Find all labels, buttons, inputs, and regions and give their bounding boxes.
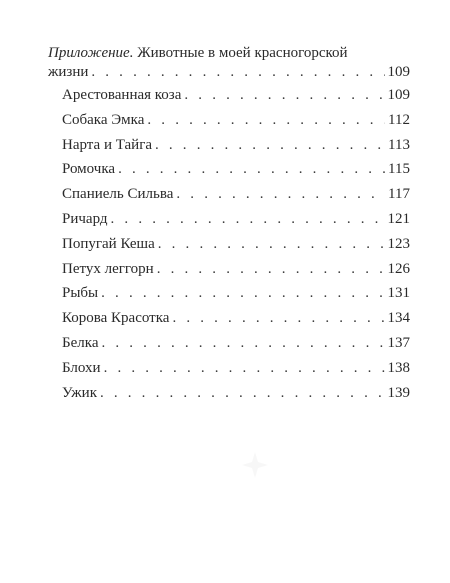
toc-entry-page: 123 [387, 235, 410, 252]
toc-entry [48, 86, 410, 105]
dot-leader [176, 185, 385, 204]
paper-texture-mark [240, 450, 270, 480]
toc-entry [48, 359, 410, 378]
toc-entry-title: Петух леггорн [62, 260, 154, 277]
toc-entry [48, 185, 410, 204]
dot-leader [158, 235, 385, 254]
toc-entry [48, 284, 410, 303]
toc-entry-page: 109 [387, 87, 410, 103]
section-title-line1: Животные в моей красногорской [137, 45, 348, 61]
table-of-contents [48, 44, 410, 403]
toc-entry-title: Ричард [62, 210, 108, 227]
toc-entry [48, 384, 410, 403]
toc-entry-page: 134 [387, 310, 410, 327]
section-prefix: Приложение. [48, 45, 134, 61]
toc-entry-page: 117 [388, 186, 410, 203]
dot-leader [118, 160, 385, 179]
section-page-number: 109 [387, 64, 410, 80]
toc-entry [48, 160, 410, 179]
toc-entry [48, 260, 410, 279]
dot-leader [101, 334, 384, 353]
toc-entry [48, 111, 410, 130]
toc-entry-page: 112 [388, 111, 410, 128]
section-title-line2: жизни [48, 64, 89, 80]
dot-leader [91, 63, 384, 82]
toc-entry [48, 309, 410, 328]
dot-leader [111, 210, 385, 229]
dot-leader [104, 359, 385, 378]
toc-entry-title: Попугай Кеша [62, 235, 155, 252]
toc-entry-title: Белка [62, 334, 99, 351]
toc-entry-title: Нарта и Тайга [62, 136, 152, 153]
dot-leader [147, 111, 385, 130]
dot-leader [184, 86, 384, 105]
toc-entry-title: Рыбы [62, 285, 99, 302]
toc-entry-page: 121 [387, 210, 410, 227]
dot-leader [157, 260, 385, 279]
toc-entry-title: Блохи [62, 359, 101, 376]
toc-entry-page: 137 [387, 334, 410, 351]
dot-leader [100, 384, 385, 403]
section-heading-continuation [48, 63, 410, 82]
toc-entry [48, 334, 410, 353]
dot-leader [172, 309, 384, 328]
section-heading [48, 44, 410, 63]
toc-entry [48, 235, 410, 254]
toc-entry-title: Собака Эмка [62, 111, 145, 128]
toc-entry-page: 113 [388, 136, 410, 153]
toc-entry-page: 126 [387, 260, 410, 277]
toc-entry-title: Арестованная коза [62, 87, 182, 103]
toc-entry [48, 136, 410, 155]
dot-leader [101, 284, 384, 303]
toc-entry [48, 210, 410, 229]
toc-entry-page: 115 [388, 161, 410, 178]
toc-entry-page: 139 [387, 384, 410, 401]
toc-entry-title: Корова Красотка [62, 310, 170, 327]
toc-entry-title: Спаниель Сильва [62, 186, 174, 203]
toc-entry-title: Ужик [62, 384, 97, 401]
toc-entry-page: 138 [387, 359, 410, 376]
toc-entry-title: Ромочка [62, 161, 116, 178]
dot-leader [155, 136, 385, 155]
toc-entry-page: 131 [387, 285, 410, 302]
